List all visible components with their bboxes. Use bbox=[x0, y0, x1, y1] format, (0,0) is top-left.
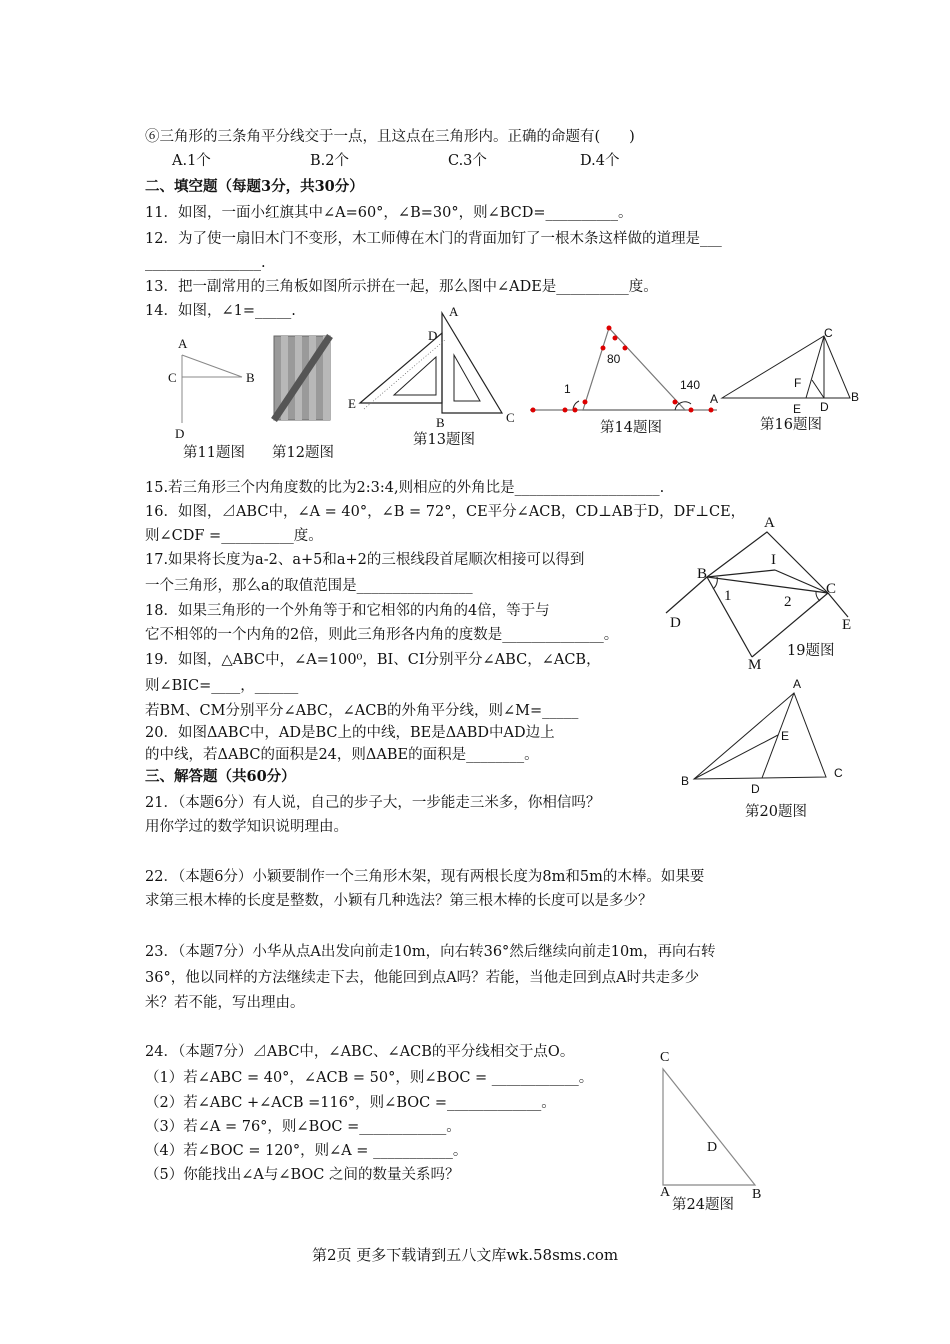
section-3-title: 三、解答题（共60分） bbox=[145, 768, 296, 785]
figure-13-caption: 第13题图 bbox=[413, 432, 475, 448]
q18-line-1: 18．如果三角形的一个外角等于和它相邻的内角的4倍，等于与 bbox=[145, 603, 550, 619]
figure-20-label-d: D bbox=[751, 782, 760, 796]
figure-19-label-e: E bbox=[842, 617, 852, 633]
figure-14-label-1: 1 bbox=[564, 382, 571, 396]
figure-14-label-140: 140 bbox=[680, 378, 701, 392]
q12-line-2: ________________. bbox=[145, 255, 266, 271]
figure-16-label-c: C bbox=[824, 326, 833, 340]
q20-line-2: 的中线，若ΔABC的面积是24，则ΔABE的面积是________。 bbox=[145, 747, 539, 763]
q6-text: ⑥三角形的三条角平分线交于一点，且这点在三角形内。正确的命题有( ) bbox=[145, 129, 635, 145]
figure-11-label-b: B bbox=[246, 370, 255, 385]
q24-stem: 24．（本题7分）⊿ABC中，∠ABC、∠ACB的平分线相交于点O。 bbox=[145, 1044, 575, 1060]
figure-16-label-d: D bbox=[820, 400, 829, 414]
figure-16-caption: 第16题图 bbox=[760, 417, 822, 433]
figure-14-label-80: 80 bbox=[607, 352, 621, 366]
q24-part-1: （1）若∠ABC = 40°，∠ACB = 50°，则∠BOC = ____________。 bbox=[145, 1070, 594, 1086]
q24-part-3: （3）若∠A = 76°，则∠BOC =____________。 bbox=[145, 1119, 461, 1135]
figure-12-drawing bbox=[274, 336, 334, 422]
q11: 11．如图，一面小红旗其中∠A=60°，∠B=30°，则∠BCD=__________。 bbox=[145, 205, 633, 221]
q19-line-2: 则∠BIC=____，______ bbox=[145, 678, 299, 694]
figure-16-drawing bbox=[720, 330, 860, 410]
figure-13-drawing bbox=[350, 305, 520, 425]
q6-option-b: B.2个 bbox=[310, 153, 349, 169]
q24-part-2: （2）若∠ABC +∠ACB =116°，则∠BOC =_____________。 bbox=[145, 1095, 556, 1111]
figure-16-label-f: F bbox=[794, 376, 802, 390]
figure-16-label-e: E bbox=[793, 402, 802, 416]
figure-20-label-c: C bbox=[834, 766, 843, 780]
figure-24-drawing bbox=[655, 1065, 765, 1195]
q18-line-2: 它不相邻的一个内角的2倍，则此三角形各内角的度数是______________。 bbox=[145, 627, 619, 643]
figure-20-caption: 第20题图 bbox=[745, 804, 807, 820]
figure-11-label-c: C bbox=[168, 370, 177, 385]
q6-option-a: A.1个 bbox=[172, 153, 211, 169]
q16-line-1: 16．如图，⊿ABC中，∠A = 40°，∠B = 72°，CE平分∠ACB，CD⊥AB于D，DF⊥CE， bbox=[145, 504, 746, 520]
q22-line-2: 求第三根木棒的长度是整数，小颖有几种选法？第三根木棒的长度可以是多少？ bbox=[145, 893, 653, 909]
figure-11-label-d: D bbox=[175, 426, 185, 441]
figure-20-label-a: A bbox=[793, 677, 802, 691]
q19-line-1: 19．如图，△ABC中，∠A=100⁰，BI、CI分别平分∠ABC，∠ACB， bbox=[145, 652, 601, 668]
figure-12-caption: 第12题图 bbox=[272, 445, 334, 461]
figure-14-caption: 第14题图 bbox=[600, 420, 662, 436]
figure-19-caption: 19题图 bbox=[787, 643, 835, 659]
figure-24-label-c: C bbox=[660, 1050, 670, 1065]
q23-line-2: 36°，他以同样的方法继续走下去，他能回到点A吗？若能，当他走回到点A时共走多少 bbox=[145, 970, 700, 986]
q21-line-1: 21．（本题6分）有人说，自己的步子大，一步能走三米多，你相信吗？ bbox=[145, 795, 601, 811]
q20-line-1: 20．如图ΔABC中，AD是BC上的中线，BE是ΔABD中AD边上 bbox=[145, 725, 555, 741]
q24-part-5: （5）你能找出∠A与∠BOC 之间的数量关系吗？ bbox=[145, 1167, 460, 1183]
figure-20-label-b: B bbox=[681, 774, 690, 788]
q13: 13．把一副常用的三角板如图所示拼在一起，那么图中∠ADE是__________度。 bbox=[145, 279, 658, 295]
figure-13-label-c: C bbox=[506, 410, 515, 425]
figure-19-label-m: M bbox=[748, 657, 762, 673]
figure-13-label-d: D bbox=[428, 328, 438, 343]
q19-line-3: 若BM、CM分别平分∠ABC，∠ACB的外角平分线，则∠M=_____ bbox=[145, 703, 579, 719]
q24-part-4: （4）若∠BOC = 120°，则∠A = ___________。 bbox=[145, 1143, 468, 1159]
figure-19-label-b: B bbox=[697, 566, 708, 582]
q15: 15.若三角形三个内角度数的比为2:3:4,则相应的外角比是____________________. bbox=[145, 480, 665, 496]
section-2-title: 二、填空题（每题3分，共30分） bbox=[145, 178, 364, 195]
q23-line-1: 23．（本题7分）小华从点A出发向前走10m，向右转36°然后继续向前走10m，再向右转 bbox=[145, 944, 716, 960]
figure-19-label-c: C bbox=[826, 581, 837, 597]
figure-19-label-d: D bbox=[670, 615, 681, 631]
q17-line-2: 一个三角形，那么a的取值范围是________________ bbox=[145, 578, 473, 594]
figure-13-label-b: B bbox=[436, 415, 445, 430]
figure-13-label-e: E bbox=[348, 396, 356, 411]
figure-16-label-b: B bbox=[851, 390, 860, 404]
figure-14-drawing bbox=[525, 320, 725, 420]
q17-line-1: 17.如果将长度为a-2、a+5和a+2的三根线段首尾顺次相接可以得到 bbox=[145, 552, 585, 568]
figure-24-label-d: D bbox=[707, 1140, 718, 1155]
figure-19-label-2: 2 bbox=[784, 594, 792, 610]
figure-19-label-a: A bbox=[764, 515, 775, 531]
q6-option-c: C.3个 bbox=[448, 153, 487, 169]
figure-19-label-1: 1 bbox=[724, 588, 732, 604]
figure-24-label-b: B bbox=[752, 1187, 762, 1202]
figure-24-label-a: A bbox=[660, 1185, 671, 1200]
figure-11-label-a: A bbox=[178, 336, 188, 351]
q12-line-1: 12．为了使一扇旧木门不变形，木工师傅在木门的背面加钉了一根木条这样做的道理是___ bbox=[145, 231, 722, 247]
figure-19-label-i: I bbox=[771, 552, 776, 568]
q16-line-2: 则∠CDF =__________度。 bbox=[145, 528, 323, 544]
q14: 14．如图，∠1=_____. bbox=[145, 303, 296, 319]
figure-13-label-a: A bbox=[449, 304, 459, 319]
q6-option-d: D.4个 bbox=[580, 153, 620, 169]
q23-line-3: 米？若不能，写出理由。 bbox=[145, 995, 305, 1011]
figure-20-label-e: E bbox=[781, 729, 790, 743]
figure-20-drawing bbox=[690, 685, 840, 785]
figure-11-caption: 第11题图 bbox=[183, 445, 245, 461]
figure-14-label-a: A bbox=[710, 392, 719, 406]
page-footer: 第2页 更多下载请到五八文库wk.58sms.com bbox=[312, 1246, 619, 1264]
figure-24-caption: 第24题图 bbox=[672, 1197, 734, 1213]
q22-line-1: 22．（本题6分）小颖要制作一个三角形木架，现有两根长度为8m和5m的木棒。如果要 bbox=[145, 869, 705, 885]
q21-line-2: 用你学过的数学知识说明理由。 bbox=[145, 819, 348, 835]
